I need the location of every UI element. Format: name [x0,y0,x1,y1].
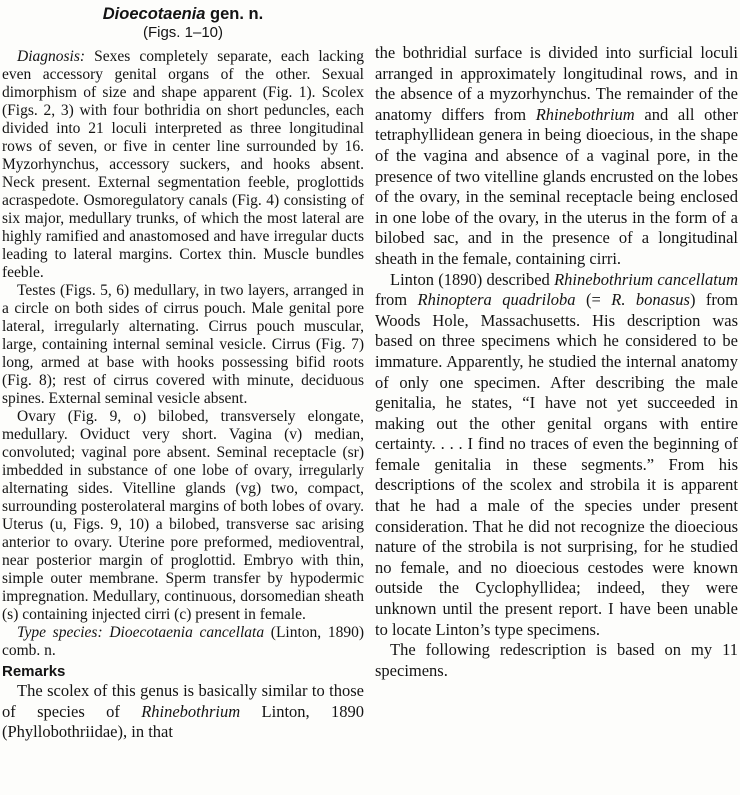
genus-name: Dioecotaenia [102,5,206,23]
remarks-section [2,681,364,743]
ovary-paragraph: Ovary (Fig. 9, o) bilobed, transversely elongate, medullary. Oviduct very short. Vagina (v) median, convoluted; vaginal pore absent. Seminal receptacle (sr) imbedded in substance of one lobe of ovary, irregularly alternating sides. Vitelline glands (vg) two, compact, surrounding posterolateral margins of both lobes of ovary. Uterus (u, Figs. 9, 10) a bilobed, transverse sac arising anterior to ovary. Uterine pore preformed, medioventral, near posterior margin of proglottid. Embryo with thin, simple outer membrane. Sperm transfer by hypodermic impregnation. Medullary, continuous, dorsomedian sheath (s) containing injected cirri (c) present in female. [2,408,364,623]
type-species-paragraph: Type species: Dioecotaenia cancellata (Linton, 1890) comb. n. [2,624,365,659]
remarks-paragraph: The scolex of this genus is basically similar to those of species of Rhinebothrium Linton, 1890 (Phyllobothriidae), in that [2,681,365,742]
linton-history-paragraph: Linton (1890) described Rhinebothrium cancellatum from Rhinoptera quadriloba (= R. bonasus) from Woods Hole, Massachusetts. His description was based on three specimens which he considered to be immature. Apparently, he studied the internal anatomy of only one specimen. After describing the male genitalia, he states, “I have not yet succeeded in making out the other genital organs with entire certainty. . . . I find no traces of even the beginning of female genitalia in these segments.” From his descriptions of the scolex and strobila it is apparent that he had a male of the species under present consideration. That he did not recognize the dioecious nature of the strobila is not surprising, for he studied no female, and no dioecious cestodes were known outside the Cyclophyllidea; indeed, they were unknown until the present report. I have been unable to locate Linton’s type specimens. [375,269,738,639]
genus-heading-suffix: gen. n. [205,5,264,23]
left-column [2,3,364,795]
testes-paragraph: Testes (Figs. 5, 6) medullary, in two layers, arranged in a circle on both sides of cirrus pouch. Male genital pore lateral, irregularly alternating. Cirrus pouch muscular, large, containing internal seminal vesicle. Cirrus (Fig. 7) long, armed at base with hooks possessing bifid roots (Fig. 8); rest of cirrus covered with minute, deciduous spines. External seminal vesicle absent. [2,282,364,407]
right-column [375,3,738,795]
figs-subheading: (Figs. 1–10) [142,24,224,41]
remarks-heading: Remarks [2,663,66,680]
redescription-paragraph: The following redescription is based on my 11 specimens. [375,640,738,680]
continuation-paragraph: the bothridial surface is divided into surficial loculi arranged in approximately longitudinal rows, and in the absence of a myzorhynchus. The remainder of the anatomy differs from Rhinebothrium and all other tetraphyllidean genera in being dioecious, in the shape of the vagina and absence of a vaginal pore, in the presence of two vitelline glands encrusted on the lobes of the ovary, in the seminal receptacle being enclosed in one lobe of the ovary, in the uterus in the form of a bilobed sac, and in the presence of a longitudinal sheath in the female, containing cirri. [375,43,738,268]
diagnosis-paragraph: Diagnosis: Sexes completely separate, each lacking even accessory genital organs of the other. Sexual dimorphism of size and shape apparent (Fig. 1). Scolex (Figs. 2, 3) with four bothridia on short peduncles, each divided into 21 loculi interpreted as three longitudinal rows of seven, or five in center line surrounded by 16. Myzorhynchus, accessory suckers, and hooks absent. Neck present. External segmentation feeble, proglottids acraspedote. Osmoregulatory canals (Fig. 4) consisting of six major, medullary trunks, of which the most lateral are highly ramified and anastomosed and have irregular ducts leading to lateral margins. Cortex thin. Muscle bundles feeble. [2,48,364,281]
genus-heading [2,3,364,24]
diagnosis-section [2,48,364,660]
